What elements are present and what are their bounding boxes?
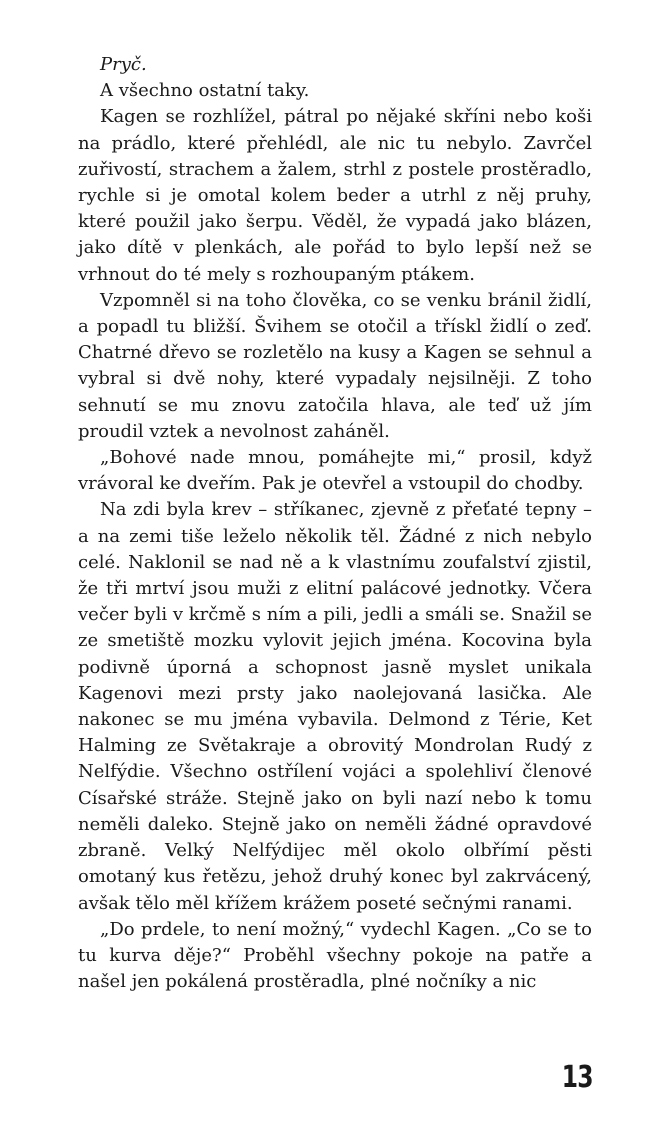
paragraph: Vzpomněl si na toho člověka, co se venku bránil židlí, a popadl tu bližší. Švihem se otočil a třískl židlí o zeď. Chatrné dřevo se rozletělo na kusy a Kagen se sehnul a vybral si dvě nohy, které vypadaly nejsilněji. Z toho sehnutí se mu znovu zatočila hlava, ale teď už jím proudil vztek a nevolnost zaháněl. — [78, 289, 592, 442]
paragraph: A všechno ostatní taky. — [100, 80, 310, 102]
page-number: 13 — [561, 1060, 593, 1095]
paragraph: Kagen se rozhlížel, pátral po nějaké skříni nebo koši na prádlo, které přehlédl, ale nic tu nebylo. Zavrčel zuřivostí, strachem a žalem, strhl z postele prostěradlo, rychle si je omotal kolem beder a utrhl z něj pruhy, které použil jako šerpu. Věděl, že vypadá jako blázen, jako dítě v plenkách, ale pořád to bylo lepší než se vrhnout do té mely s rozhoupaným ptákem. — [78, 106, 592, 285]
paragraph: Na zdi byla krev – stříkanec, zjevně z přeťaté tepny – a na zemi tiše leželo několik těl. Žádné z nich nebylo celé. Naklonil se nad ně a k vlastnímu zoufalství zjistil, že tři mrtví jsou muži z elitní palácové jednotky. Včera večer byli v krčmě s ním a pili, jedli a smáli se. Snažil se ze smetiště mozku vylovit jejich jména. Kocovina byla podivně úporná a schopnost jasně myslet unikala Kagenovi mezi prsty jako naolejovaná lasička. Ale nakonec se mu jména vybavila. Delmond z Térie, Ket Halming ze Světakraje a obrovitý Mondrolan Rudý z Nelfýdie. Všechno ostřílení vojáci a spolehliví členové Císařské stráže. Stejně jako on byli nazí nebo k tomu neměli daleko. Stejně jako on neměli žádné opravdové zbraně. Velký Nelfýdijec měl okolo olbřímí pěsti omotaný kus řetězu, jehož druhý konec byl zakrvácený, avšak tělo měl křížem krážem poseté sečnými ranami. — [78, 499, 592, 914]
paragraph: „Do prdele, to není možný,“ vydechl Kagen. „Co se to tu kurva děje?“ Proběhl všechny pokoje na patře a našel jen pokálená prostěradla, plné nočníky a nic — [78, 918, 592, 993]
paragraph: „Bohové nade mnou, pomáhejte mi,“ prosil, když vrávoral ke dveřím. Pak je otevřel a vstoupil do chodby. — [78, 447, 592, 495]
book-page-text — [78, 52, 592, 995]
paragraph: Pryč. — [100, 54, 147, 75]
